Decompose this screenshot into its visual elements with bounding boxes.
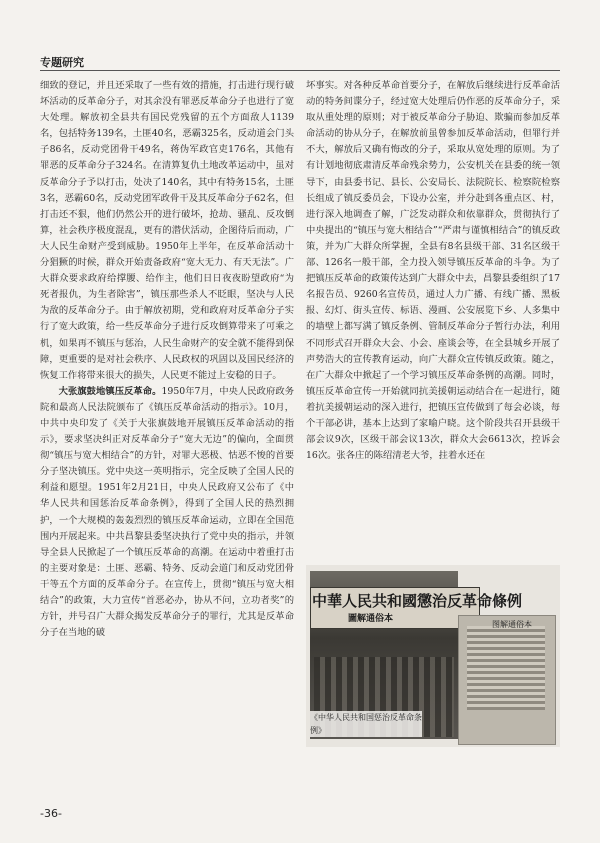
- poster-figure: [306, 565, 560, 747]
- left-column: [40, 78, 294, 641]
- right-column: [306, 78, 560, 464]
- header-divider: [40, 70, 560, 71]
- left-paragraph-1: 细致的登记，并且还采取了一些有效的措施，打击进行现行破坏活动的反革命分子，对其余没有罪恶反革命分子也进行了宽大处理。解放初全县共有国民党残留的五个方面敌人1139名，包括特务139名，土匪40名，恶霸325名，反动道会门头子86名，反动党团骨干49名，蒋伪军政官吏176名，其他有罪恶的反革命分子324名。在清算复仇土地改革运动中，虽对反革命分子予以打击，处决了140名，其中有特务15名，土匪3名，恶霸60名，反动党团军政骨干及其反革命分子62名，但打击还不狠，他们仍然公开的进行破坏，抢劫、骚乱、反攻倒算，社会秩序极度混乱，更有的潜伏活动，企图待后而动，广大人民生命财产受到威胁。1950年上半年，在反革命活动十分猖獗的时候，群众开始责备政府“宽大无力、有天无法”。广大群众要求政府给撑腰、给作主，他们日日夜夜盼望政府“为死者报仇，为生者除害”，镇压那些杀人不眨眼，坚决与人民为敌的反革命分子。由于解放初期，党和政府对反革命分子实行了宽大政策，给一些反革命分子进行反攻倒算带来了可乘之机，如果再不镇压与惩治，人民生命财产的安全就不能得到保障，更重要的是对社会秩序、人民政权的巩固以及国民经济的恢复工作将带来很大的损失，人民更不能过上安稳的日子。: [40, 80, 294, 381]
- section-label: 专题研究: [40, 56, 84, 69]
- figure-caption-left: 《中华人民共和国惩治反革命条例》: [310, 713, 422, 735]
- poster-subtitle: 圖解通俗本: [348, 614, 394, 624]
- poster-title: 中華人民共和國懲治反革命條例: [312, 592, 523, 610]
- page-number: -36-: [40, 807, 62, 820]
- left-paragraph-2: 大张旗鼓地镇压反革命。1950年7月，中央人民政府政务院和最高人民法院颁布了《镇压反革命活动的指示》。10月，中共中央印发了《关于大张旗鼓地开展镇压反革命活动的指示》，要求坚决纠正对反革命分子“宽大无边”的偏向，全面贯彻“镇压与宽大相结合”的方针，对罪大恶极、怙恶不悛的首要分子坚决镇压。党中央这一英明指示，完全反映了全国人民的利益和愿望。1951年2月21日，中央人民政府又公布了《中华人民共和国惩治反革命条例》，得到了全国人民的热烈拥护，一个大规模的轰轰烈烈的镇压反革命运动，立即在全国范围内开展起来。中共昌黎县委坚决执行了党中央的指示，并领导全县人民掀起了一个镇压反革命的高潮。在运动中着重打击的主要对象是：土匪、恶霸、特务、反动会道门和反动党团骨干等五个方面的反革命分子。在宣传上，贯彻“镇压与宽大相结合”的政策，大力宣传“首恶必办，协从不问，立功者奖”的方针，并号召广大群众揭发反革命分子的罪行，尤其是反革命分子在当地的破: [40, 385, 294, 639]
- poster-inner-page-image: [458, 615, 556, 745]
- section-lead-heading: 大张旗鼓地镇压反革命。: [58, 385, 162, 397]
- right-paragraph-1: 坏事实。对各种反革命首要分子，在解放后继续进行反革命活动的特务间谍分子，经过宽大处理后仍作恶的反革命分子，采取从重处理的原则；对于被反革命分子胁迫、欺骗而参加反革命活动的协从分子，在解放前虽曾参加反革命活动，但罪行并不大，解放后又确有悔改的分子，采取从宽处理的原则。为了有计划地彻底肃清反革命残余势力，公安机关在县委的统一领导下，由县委书记、县长、公安局长、法院院长、检察院检察长组成了镇反委员会，下设办公室，并分赴到各重点区、村，进行深入地调查了解，广泛发动群众和依靠群众，贯彻执行了中央提出的“镇压与宽大相结合”“严肃与谨慎相结合”的镇反政策，并为广大群众所掌握，全县有8名县级干部、31名区级干部、126名一般干部，全力投入领导镇压反革命的斗争。为了把镇压反革命的政策传达到广大群众中去，昌黎县委组织了17名报告员、9260名宣传员，通过人力广播、有线广播、黑板报、幻灯、街头宣传、标语、漫画、公安展览下乡、人多集中的墙壁上都写满了镇反条例、管制反革命分子暂行办法，利用不同形式召开群众大会、小会、座谈会等，在全县城乡开展了声势浩大的宣传教育运动，向广大群众宣传镇反政策。随之，在广大群众中掀起了一个学习镇压反革命条例的高潮。同时，镇压反革命宣传一开始就同抗美援朝运动结合在一起进行，随着抗美援朝运动的深入进行，把镇压宣传做到了每会必谈，每个干部必讲，基本上达到了家喻户晓。这个阶段共召开县级干部会议9次，区级干部会议13次，群众大会6613次，控诉会16次。张各庄的陈绍清老大爷，拄着水还在: [306, 80, 560, 462]
- figure-caption-right: 图解通俗本: [492, 620, 532, 629]
- poster-inner-illustration: [467, 626, 545, 710]
